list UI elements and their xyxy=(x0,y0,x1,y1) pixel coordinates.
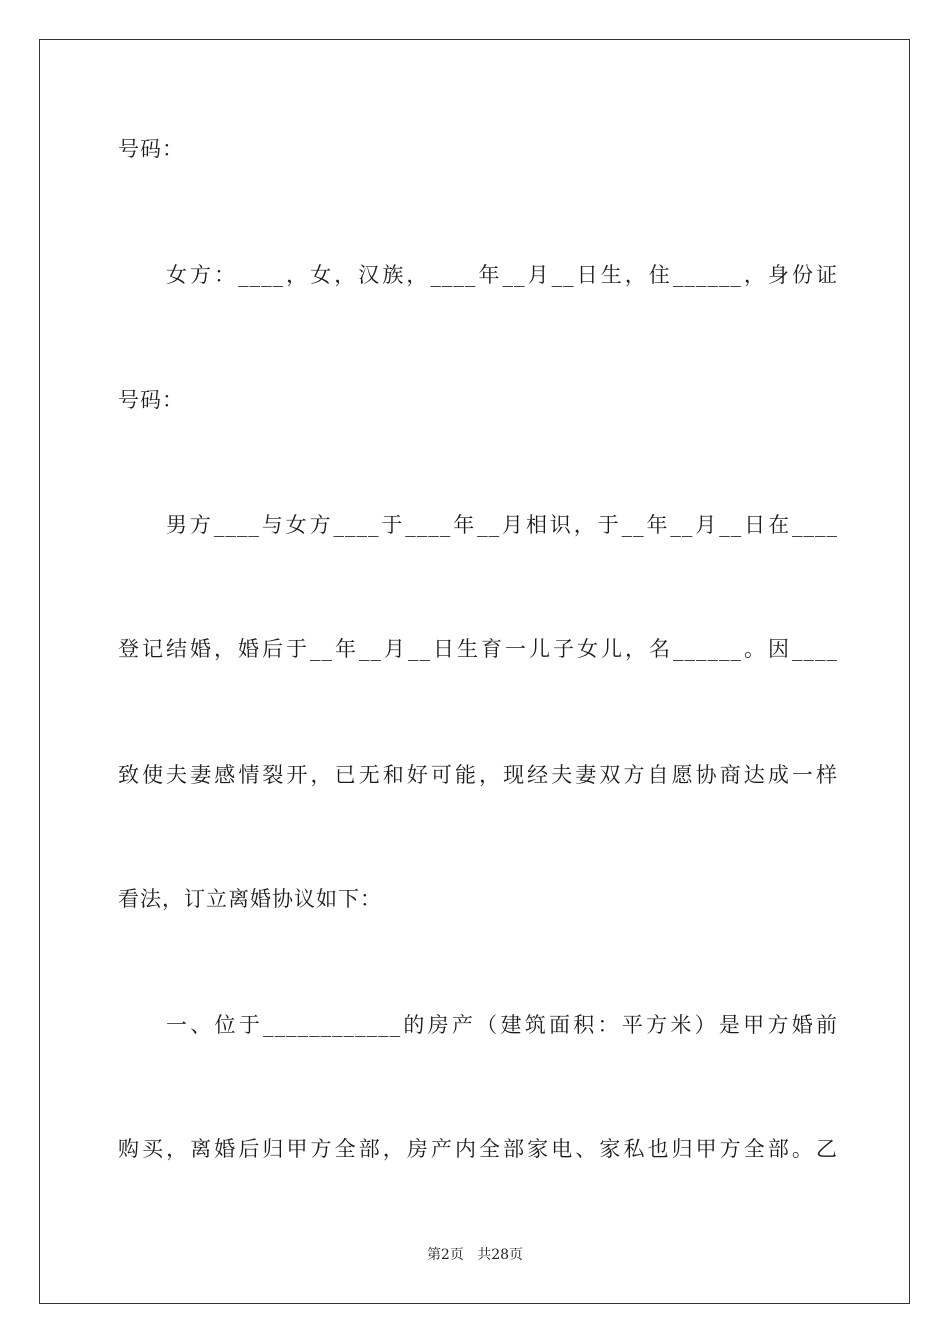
text-line-registration: 登记结婚，婚后于__年__月__日生育一儿子女儿，名______。因____ xyxy=(118,637,838,661)
text-line-marriage-intro: 男方____与女方____于____年__月相识，于__年__月__日在____ xyxy=(166,513,838,537)
text-line-id-number-1: 号码： xyxy=(118,137,184,161)
text-line-clause-one-cont: 购买，离婚后归甲方全部，房产内全部家电、家私也归甲方全部。乙 xyxy=(118,1137,838,1161)
text-line-id-number-2: 号码： xyxy=(118,388,184,412)
page-number: 第2页 xyxy=(426,1247,464,1263)
text-line-relationship-breakdown: 致使夫妻感情裂开，已无和好可能，现经夫妻双方自愿协商达成一样 xyxy=(118,763,838,787)
text-line-clause-one: 一、位于____________的房产（建筑面积：平方米）是甲方婚前 xyxy=(166,1013,838,1037)
text-line-female-party: 女方：____，女，汉族，____年__月__日生，住______，身份证 xyxy=(166,263,838,287)
page-border xyxy=(39,39,910,1304)
total-pages: 共28页 xyxy=(477,1247,524,1263)
page-footer xyxy=(0,1245,950,1265)
text-line-agreement-intro: 看法，订立离婚协议如下： xyxy=(118,887,382,911)
